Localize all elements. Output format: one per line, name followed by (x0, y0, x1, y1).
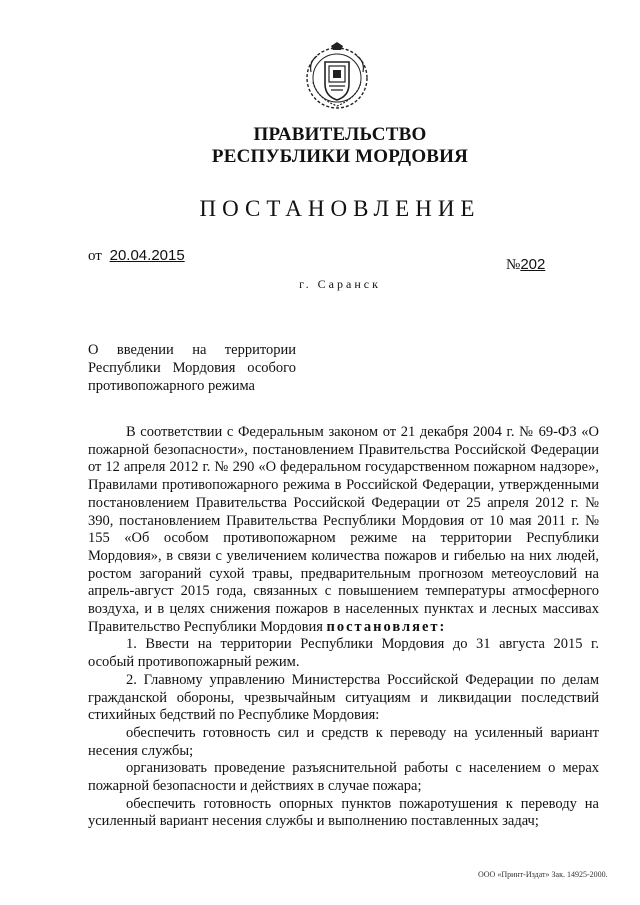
coat-of-arms-icon (303, 42, 371, 112)
document-number (506, 256, 604, 274)
document-type: ПОСТАНОВЛЕНИЕ (199, 196, 481, 221)
number-value: 202 (520, 256, 546, 273)
number-prefix: № (506, 257, 521, 273)
item-2-sub-2: организовать проведение разъяснительной работы с населением о мерах пожарной безопасности и действиях в случае пожара; (88, 760, 599, 795)
document-date (88, 247, 189, 265)
date-value: 20.04.2015 (109, 247, 185, 264)
decree-word: постановляет: (326, 618, 447, 635)
date-prefix: от (88, 248, 102, 264)
item-2: 2. Главному управлению Министерства Российской Федерации по делам гражданской обороны, чрезвычайным ситуациям и ликвидации последствий стихийных бедствий по Республике Мордовия: (88, 671, 599, 724)
item-2-sub-1: обеспечить готовность сил и средств к переводу на усиленный вариант несения службы; (88, 724, 599, 759)
city-label: г. Саранск (299, 277, 381, 291)
item-1: 1. Ввести на территории Республики Мордовия до 31 августа 2015 г. особый противопожарный режим. (88, 636, 599, 671)
item-2-sub-3: обеспечить готовность опорных пунктов пожаротушения к переводу на усиленный вариант несения службы и выполнению поставленных задач; (88, 795, 599, 830)
printer-mark: ООО «Принт-Издат» Зак. 14925-2000. (478, 870, 608, 879)
document-body (88, 424, 599, 831)
government-title-line1: ПРАВИТЕЛЬСТВО (253, 124, 427, 145)
preamble-paragraph (88, 424, 599, 636)
document-subject: О введении на территории Республики Мордовия особого противопожарного режима (88, 342, 296, 394)
government-title-line2: РЕСПУБЛИКИ МОРДОВИЯ (211, 146, 469, 167)
preamble-text: В соответствии с Федеральным законом от 21 декабря 2004 г. № 69-ФЗ «О пожарной безопасности», постановлением Правительства Российской Федерации от 12 апреля 2012 г. № 290 «О федеральном государственном пожарном надзоре», Правилами противопожарного режима в Российской Федерации, утвержденными постановлением Правительства Российской Федерации от 25 апреля 2012 г. № 390, постановлением Правительства Республики Мордовия от 10 мая 2011 г. № 155 «Об особом противопожарном режиме на территории Республики Мордовия», в связи с увеличением количества пожаров и гибелью на них людей, ростом загораний сухой травы, предварительным прогнозом метеоусловий на апрель-август 2015 года, связанных с повышением температуры атмосферного воздуха, и в целях снижения пожаров в населенных пунктах и лесных массивах Правительство Республики Мордовия (88, 424, 599, 635)
